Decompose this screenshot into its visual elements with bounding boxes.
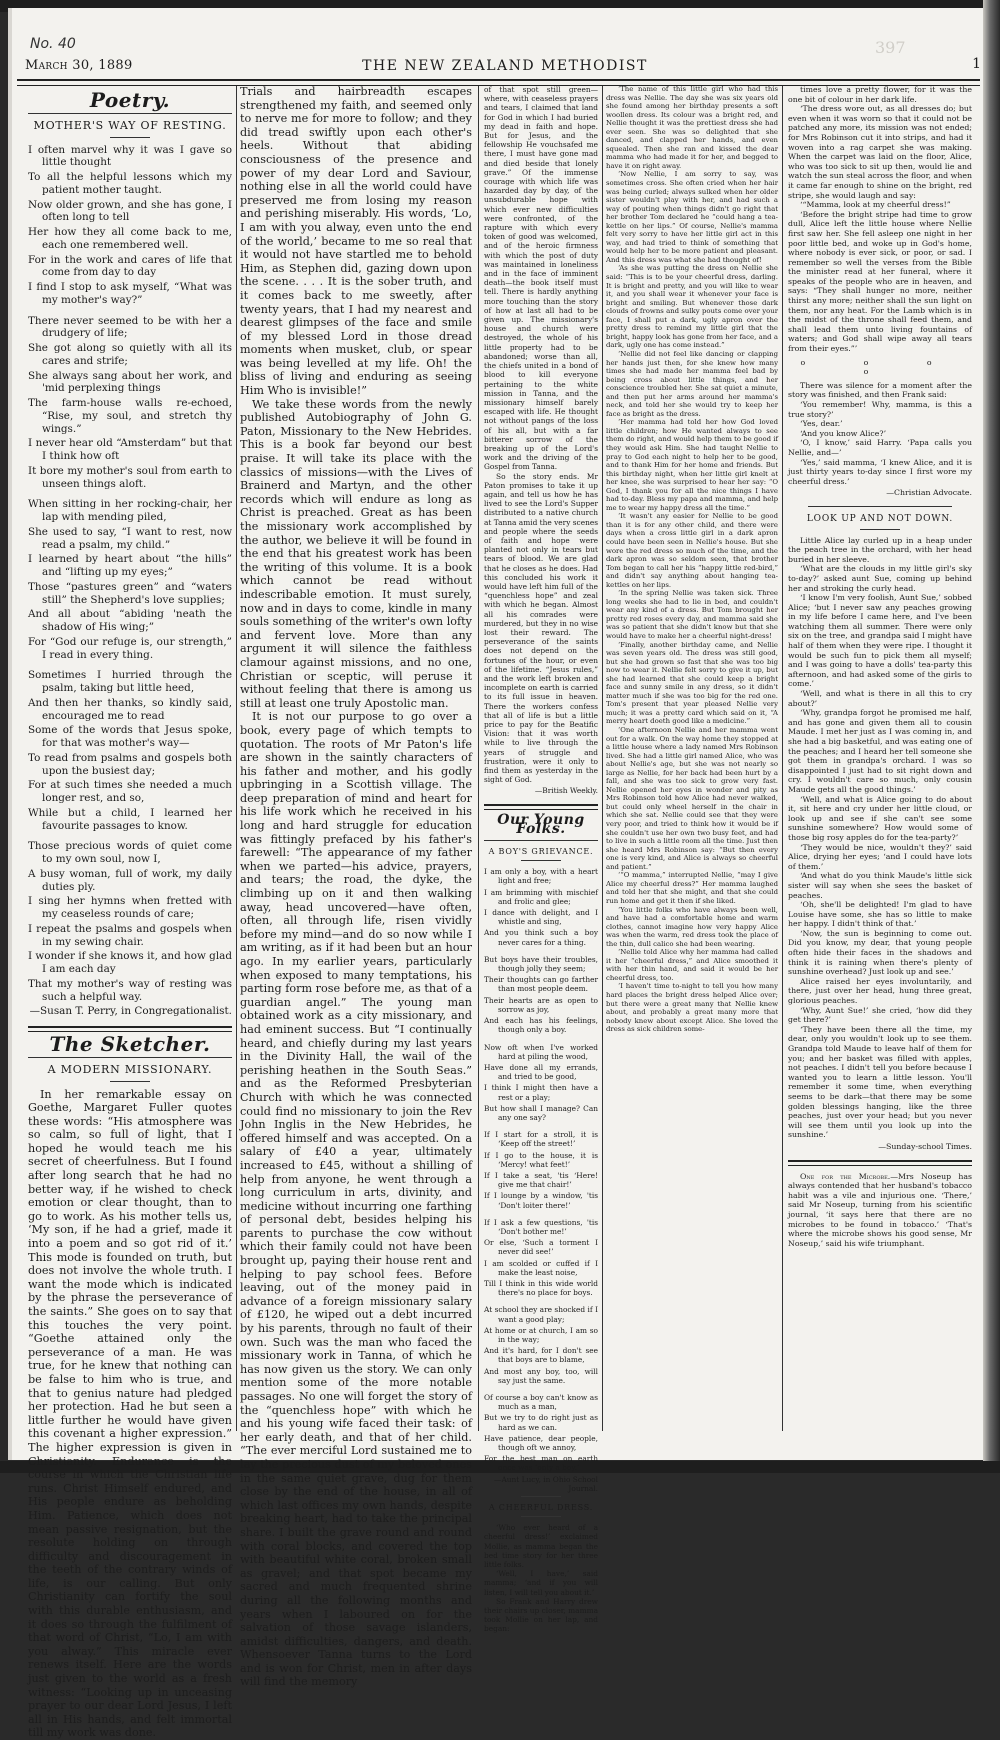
divider xyxy=(521,1516,561,1517)
section-divider xyxy=(788,1160,972,1166)
poem-line: But boys have their troubles, though jolly they seem; xyxy=(498,955,598,973)
story-paragraph: ‘Well, and what is Alice going to do about it, sit here and cry under her little cloud, or look up and see if she can't see some sunshine somewhere? How would some of those big rosy apples do for the tea-party?’ xyxy=(788,795,972,843)
poem-line: I think I might then have a rest or a play; xyxy=(498,1083,598,1101)
story-paragraph: ‘Yes,’ said mamma, ‘I knew Alice, and it is just thirty years to-day since I first wore my cheerful dress.’ xyxy=(788,458,972,487)
divider xyxy=(110,137,150,138)
story-paragraph: ‘And you know Alice?’ xyxy=(788,429,972,439)
story-paragraph: ‘Oh, she'll be delighted! I'm glad to have Louise have some, she has so little to make her happy. I didn't think of that.’ xyxy=(788,900,972,929)
story-paragraph: ‘What are the clouds in my little girl's sky to-day?’ asked aunt Sue, coming up behind her and stroking the curly head. xyxy=(788,564,972,593)
story-paragraph: So Frank and Harry drew their chairs up closer, mamma took Mollie on her lap, and began: xyxy=(484,1597,598,1634)
divider xyxy=(28,1057,232,1058)
story-paragraph: ‘“Mamma, look at my cheerful dress!” xyxy=(788,200,972,210)
poem-body xyxy=(484,867,598,1472)
story-title: A CHEERFUL DRESS. xyxy=(484,1503,598,1512)
poem-attribution: —Susan T. Perry, in Congregationalist. xyxy=(28,1005,232,1018)
microbe-text: —Mrs Noseup has always contended that her husband's tobacco habit was a vile and injurious one. ‘There,’ said Mr Noseup, turning from his scientific journal, ‘it says here that there are no microbes to be found in tobacco.’ ‘That's where the microbe shows his good sense, Mr Noseup,’ said his wife triumphant. xyxy=(788,1172,972,1248)
column-2 xyxy=(240,85,472,1689)
poem-line: If I lounge by a window, 'tis ‘Don't loiter there!’ xyxy=(498,1191,598,1209)
story-paragraph: ‘Yes, dear.’ xyxy=(788,419,972,429)
story-paragraph: times love a pretty flower, for it was the one bit of colour in her dark life. xyxy=(788,85,972,104)
poem-line: If I go to the house, it is ‘Mercy! what feet!’ xyxy=(498,1151,598,1169)
story-paragraph: ‘One afternoon Nellie and her mamma went out for a walk. On the way home they stopped at a little house where a lady named Mrs Robinson lived. She had a little girl named Alice, who was about Nellie's age, but she was not nearly so large as Nellie, for her back had been hurt by a fall, and she was too sick to grow very fast. Nellie opened her eyes in wonder and pity as Mrs Robinson told how Alice had never walked, but could only wheel herself in the chair in which she sat. Nellie could see that they were very poor, and tried to think how it would be if she couldn't use her own two busy feet, and had to live in such a little room all the time. Just then she heard Mrs Robinson say: “But then every one is very kind, and Alice is always so cheerful and patient.” xyxy=(606,726,778,871)
poem-line: If I ask a few questions, 'tis ‘Don't bother me!’ xyxy=(498,1218,598,1236)
column-3 xyxy=(484,85,598,1634)
poem-line: And each has his feelings, though only a boy. xyxy=(498,1016,598,1034)
young-folks-heading: Our Young Folks. xyxy=(484,816,598,834)
article-paragraph: We take these words from the newly published Autobiography of John G. Paton, Missionary to the New Hebrides. This is a book far beyond our best praise. It will take its place with the classics of missions—with the Lives of Brainerd and Martyn, and the other records which will endure as long as Christ is preached. Great as has been the missionary work accomplished by the author, we believe it will be found in the end that his greatest work has been the writing of this volume. It is a book which cannot be read without indescribable emotion. It must surely, now and in days to come, kindle in many souls something of the writer's own lofty and fervent love. More than any argument it will silence the faithless clamour against missions, and no one, Christian or sceptic, will peruse it without feeling that there is among us still at least one truly Apostolic man. xyxy=(240,398,472,711)
poem-line: Their hearts are as open to sorrow as joy, xyxy=(498,996,598,1014)
story-paragraph: ‘Before the bright stripe had time to grow dull, Alice left the little house where Nellie first saw her. She fell asleep one night in her poor little bed, and woke up in God's home, where nobody is ever sick, or poor, or sad. I remember so well the verses from the Bible the minister read at her funeral, where it speaks of the people who are in heaven, and says: “They shall hunger no more, neither thirst any more; neither shall the sun light on them, nor any heat. For the Lamb which is in the midst of the throne shall feed them, and shall lead them unto living fountains of waters; and God shall wipe away all tears from their eyes.”’ xyxy=(788,210,972,354)
story-paragraph: ‘I know I'm very foolish, Aunt Sue,’ sobbed Alice; ‘but I never saw any peaches growing in my life before I came here, and I've been watching them all summer. There were only six on the tree, and grandpa said I might have half of them when they were ripe. I thought it would be such fun to pick them all myself; and I was going to have a dolls' tea-party this afternoon, and had asked some of the girls to come.’ xyxy=(788,593,972,689)
story-paragraph: ‘They have been there all the time, my dear, only you wouldn't look up to see them. Grandpa told Maude to leave half of them for you; and her basket was filled with apples, not peaches. I didn't tell you before because I wanted you to learn a little lesson. You'll remember it some time, when everything seems to be dark—that there may be some golden blessings hanging, like the three peaches, just over your head; but you never will see them until you look up into the sunshine.’ xyxy=(788,1025,972,1140)
story-paragraph: ‘Why, Aunt Sue!’ she cried, ‘how did they get there?’ xyxy=(788,1006,972,1025)
faint-page-stamp: 397 xyxy=(875,38,906,57)
poem-line: I dance with delight, and I whistle and sing, xyxy=(498,908,598,926)
poem-line: I wonder if she knows it, and how glad I am each day xyxy=(42,950,232,976)
article-title: A MODERN MISSIONARY. xyxy=(28,1064,232,1077)
poem-line: Have done all my errands, and tried to be good, xyxy=(498,1063,598,1081)
poem-line: Sometimes I hurried through the psalm, taking but little heed, xyxy=(42,669,232,695)
story-source: —Christian Advocate. xyxy=(788,488,972,498)
poem-line: That my mother's way of resting was such a helpful way. xyxy=(42,978,232,1004)
story-paragraph: ‘They would be nice, wouldn't they?’ said Alice, drying her eyes; ‘and I could have lots of them.’ xyxy=(788,843,972,872)
poem-title: MOTHER'S WAY OF RESTING. xyxy=(28,120,232,133)
divider xyxy=(521,860,561,861)
story-paragraph: ‘And what do you think Maude's little sick sister will say when she sees the basket of peaches. xyxy=(788,871,972,900)
poem-line: I am only a boy, with a heart light and free; xyxy=(498,867,598,885)
column-1 xyxy=(28,88,232,1740)
story-paragraph: There was silence for a moment after the story was finished, and then Frank said: xyxy=(788,381,972,400)
poem-line: Her how they all come back to me, each one remembered well. xyxy=(42,226,232,252)
poem-line: If I take a seat, 'tis ‘Here! give me that chair!’ xyxy=(498,1171,598,1189)
story-paragraph: ‘Nellie did not feel like dancing or clapping her hands just then, for she knew how many times she had made her mamma feel bad by being cross about little things, and her conscience troubled her. She sat quiet a minute, and then put her arms around her mamma's neck, and told her she would try to keep her face as bright as the dress. xyxy=(606,350,778,418)
column-5 xyxy=(788,85,972,1248)
poem-line: Now older grown, and she has gone, I often long to tell xyxy=(42,199,232,225)
poetry-section-heading: Poetry. xyxy=(28,94,232,107)
poem-line: While but a child, I learned her favourite passages to know. xyxy=(42,807,232,833)
poem-line: I am scolded or cuffed if I make the least noise, xyxy=(498,1259,598,1277)
story-paragraph: ‘Who ever heard of a cheerful dress!’ exclaimed Mollie, as mamma began the bed time story for her three little folks. xyxy=(484,1523,598,1569)
microbe-item xyxy=(788,1172,972,1249)
column-4 xyxy=(606,85,778,1034)
poem-line: The farm-house walls re-echoed, “Rise, my soul, and stretch thy wings.” xyxy=(42,397,232,435)
poem-line: Till I think in this wide world there's no place for boys. xyxy=(498,1279,598,1297)
article-source: —British Weekly. xyxy=(484,786,598,795)
poem-line: It bore my mother's soul from earth to unseen things aloft. xyxy=(42,465,232,491)
sketcher-section-heading: The Sketcher. xyxy=(28,1038,232,1051)
article-paragraph: of that spot still green—where, with ceaseless prayers and tears, I claimed that land for God in which I had buried my dead in faith and hope. But for Jesus, and the fellowship He vouchsafed me there, I must have gone mad and died beside that lonely grave.” Of the immense courage with which life was hazarded day by day, of the unsubdurable hope with which ever new difficulties were confronted, of the rapture with which every token of good was welcomed, and of the heroic firmness with which the post of duty was maintained in loneliness and in the face of imminent death—the book itself must tell. There is hardly anything more touching than the story of how at last all had to be given up. The missionary's house and church were destroyed, the whole of his little property had to be abandoned; worse than all, the chiefs united in a bond of blood to kill everyone pertaining to the white mission in Tanna, and the missionary himself barely escaped with life. He thought not without pangs of the loss of his all, but with a far bitterer sorrow of the breaking up of the Lord's work and the driving of the Gospel from Tanna. xyxy=(484,85,598,472)
poem-line: Those precious words of quiet come to my own soul, now I, xyxy=(42,840,232,866)
poem-line: She used to say, “I want to rest, now read a psalm, my child.” xyxy=(42,526,232,552)
divider xyxy=(521,1496,561,1497)
article-paragraph: Trials and hairbreadth escapes strengthened my faith, and seemed only to nerve me for more to follow; and they did tread swiftly upon each other's heels. Without that abiding consciousness of the presence and power of my dear Lord and Saviour, nothing else in all the world could have preserved me from losing my reason and perishing miserably. His words, ‘Lo, I am with you alway, even unto the end of the world,’ became to me so real that it would not have startled me to behold Him, as Stephen did, gazing down upon the scene. . . . It is the sober truth, and it comes back to me sweetly, after twenty years, that I had my nearest and dearest glimpses of the face and smile of my blessed Lord in those dread moments when musket, club, or spear was being levelled at my life. Oh! the bliss of living and enduring as seeing Him Who is invisible!” xyxy=(240,85,472,398)
story-paragraph: ‘Why, grandpa forgot he promised me half, and has gone and given them all to cousin Maude. I met her just as I was coming in, and she had a big basketful, and was eating one of the peaches; and I heard her tell someone she got them in grandpa's orchard. I was so disappointed I just had to sit right down and cry. I wouldn't care so much, only cousin Maude gets all the good things.’ xyxy=(788,708,972,794)
poem-line: For at such times she needed a much longer rest, and so, xyxy=(42,779,232,805)
story-paragraph: ‘You remember! Why, mamma, is this a true story?’ xyxy=(788,400,972,419)
story-paragraph: ‘“O mamma,” interrupted Nellie, “may I give Alice my cheerful dress?” Her mamma laughed and told her that she might, and that she could run home and get it then if she liked. xyxy=(606,871,778,905)
poem-line: I find I stop to ask myself, “What was my mother's way?” xyxy=(42,281,232,307)
poem-line: And it's hard, for I don't see that boys are to blame, xyxy=(498,1346,598,1364)
story-paragraph: ‘Now Nellie, I am sorry to say, was sometimes cross. She often cried when her hair was being curled; always sulked when her older sister wouldn't play with her, and had such a way of pouting when things didn't go right that her brother Tom declared he “could hang a tea-kettle on her lips.” Of course, Nellie's mamma felt very sorry to have her little girl act in this way, and had tried to think of something that would help her to be more patient and pleasant. And this dress was what she had thought of! xyxy=(606,170,778,264)
column-rule xyxy=(782,86,783,1431)
poem-line: I am brimming with mischief and frolic and glee; xyxy=(498,888,598,906)
story-paragraph: Little Alice lay curled up in a heap under the peach tree in the orchard, with her head buried in her sleeve. xyxy=(788,536,972,565)
poem-line: For the best man on earth once was ‘only a boy.’ xyxy=(498,1454,598,1472)
article-paragraph: In her remarkable essay on Goethe, Margaret Fuller quotes these words: “His atmosphere was so calm, so full of light, that I hoped he would teach me his secret of cheerfulness. But I found after long search that he had no better way, if he wished to check emotion or clear thought, than to go to work. As his mother tells us, ‘My son, if he had a grief, made it into a poem and so got rid of it.’ This mode is founded on truth, but does not involve the whole truth. I want the mode which is indicated by the phrase the perseverance of the saints.” She goes on to say that this touches the very point. “Goethe attained only the perseverance of a man. He was true, for he knew that nothing can be false to him who is true, and that to genius nature had pledged her protection. Had he but seen a little further he would have given this covenant a higher expression.” The higher expression is given in Christianity. Endurance is the course in which the Christian life runs. Christ Himself endured, and His people endure as beholding Him. Patience, which does not mean passive resignation, but the resolute holding on through difficulty and discouragement in the teeth of the contrary winds of life, is our calling. But only Christianity can fortify the soul with this durable enthusiasm, and it does so through the fulfilment of that word of Christ, “Lo, I am with you alway.” This miracle ever renews itself. Here are the words just given to the world as a fresh witness: “Looking up in unceasing prayer to our dear Lord Jesus, I left all in His hands, and felt immortal till my work was done. xyxy=(28,1088,232,1740)
poem-line: Have patience, dear people, though oft we annoy, xyxy=(498,1434,598,1452)
section-divider xyxy=(484,804,598,810)
poem-line: I repeat the psalms and gospels when in my sewing chair. xyxy=(42,923,232,949)
poem-line: Those “pastures green” and “waters still” the Shepherd's love supplies; xyxy=(42,581,232,607)
column-rule xyxy=(478,86,479,1431)
poem-line: When sitting in her rocking-chair, her lap with mending piled, xyxy=(42,498,232,524)
divider xyxy=(28,113,232,114)
poem-line: Their thoughts can go farther than most people deem. xyxy=(498,975,598,993)
poem-attribution: —Aunt Lucy, in Ohio School Journal. xyxy=(484,1475,598,1493)
poem-line: If I start for a stroll, it is ‘Keep off the street!’ xyxy=(498,1130,598,1148)
handwritten-issue-number: No. 40 xyxy=(30,36,76,52)
poem-line: I often marvel why it was I gave so little thought xyxy=(42,144,232,170)
scan-right-edge xyxy=(983,0,1000,1473)
story-paragraph: ‘O, I know,’ said Harry. ‘Papa calls you Nellie, and—’ xyxy=(788,438,972,457)
poem-line: She got along so quietly with all its cares and strife; xyxy=(42,342,232,368)
poem-title: A BOY'S GRIEVANCE. xyxy=(484,847,598,856)
microbe-lead: One for the Microbe. xyxy=(800,1172,890,1181)
column-rule xyxy=(236,86,237,1431)
poem-line: For in the work and cares of life that come from day to day xyxy=(42,254,232,280)
story-paragraph: ‘Finally, another birthday came, and Nellie was seven years old. The dress was still good, but she had grown so fast that she was too big now to wear it. Nellie felt sorry to give it up, but she had learned that she could keep a bright face and sunny smile in any dress, so it didn't matter much if she was too big for the red one. Tom's present that year pleased Nellie very much; it was a pretty card which said on it, “A merry heart doeth good like a medicine.” xyxy=(606,641,778,726)
story-paragraph: ‘I haven't time to-night to tell you how many hard places the bright dress helped Alice over; but there were a great many that Nellie knew about, and probably a great many more that nobody knew about except Alice. She loved the dress as sick children some- xyxy=(606,982,778,1033)
article-source: —Sunday-school Times. xyxy=(788,1142,972,1152)
story-paragraph: ‘Well, and what is there in all this to cry about?’ xyxy=(788,689,972,708)
poem-line: And then her thanks, so kindly said, encouraged me to read xyxy=(42,697,232,723)
poem-line: And most any boy, too, will say just the same. xyxy=(498,1367,598,1385)
section-break-dots: o o o o xyxy=(788,358,972,377)
story-paragraph: ‘In the spring Nellie was taken sick. Three long weeks she had to lie in bed, and couldn't wear any kind of a dress. But Tom brought her pretty red roses every day, and mamma said she was so patient that she didn't know but that she would have to make her a cheerful night-dress! xyxy=(606,589,778,640)
divider xyxy=(860,529,900,530)
story-paragraph: ‘Nellie told Alice why her mamma had called it her “cheerful dress,” and Alice smoothed it with her thin hand, and said it would be her cheerful dress, too. xyxy=(606,948,778,982)
poem-line: Some of the words that Jesus spoke, for that was mother's way— xyxy=(42,724,232,750)
article-title: LOOK UP AND NOT DOWN. xyxy=(788,515,972,525)
poem-line: But how shall I manage? Can any one say? xyxy=(498,1104,598,1122)
poem-line: To read from psalms and gospels both upon the busiest day; xyxy=(42,752,232,778)
article-paragraph: It is not our purpose to go over a book, every page of which tempts to quotation. The roots of Mr Paton's life are shown in the saintly characters of his father and mother, and his godly upbringing in a Scottish village. The deep preparation of mind and heart for his life work which he received in his long and hard struggle for education was fittingly prefaced by his father's farewell: “The appearance of my father when we parted—his advice, prayers, and tears; the road, the dyke, the climbing up on it and then walking away, head uncovered—have often, often, all through life, risen vividly before my mind—and do so now while I am writing, as if it had been but an hour ago. In my earlier years, particularly when exposed to many temptations, his parting form rose before me, as that of a guardian angel.” The young man obtained work as a city missionary, and had eminent success. But “I continually heard, and chiefly during my last years in the Divinity Hall, the wail of the perishing heathen in the South Seas.” and as the Reformed Presbyterian Church with which he was connected could find no missionary to join the Rev John Inglis in the New Hebrides, he offered himself and was accepted. On a salary of £40 a year, ultimately increased to £45, without a shilling of help from anyone, he went through a long curriculum in arts, divinity, and medicine without incurring one farthing of personal debt, besides helping his parents to purchase the cow without which their family could not have been brought up, paying their house rent and helping to pay school fees. Before leaving, out of the money paid in advance of a foreign missionary salary of £120, he wiped out a debt incurred by his parents, through no fault of their own. Such was the man who faced the missionary work in Tanna, of which he has now given us the story. We can only mention some of the more notable passages. No one will forget the story of the “quenchless hope” with which he and his young wife faced their task: of her early death, and that of her child. “The ever merciful Lord sustained me to lay the precious dust of my beloved ones in the same quiet grave, dug for them close by the end of the house, in all of which last offices my own hands, despite breaking heart, had to take the principal share. I built the grave round and round with coral blocks, and covered the top with beautiful white coral, broken small as gravel; and that spot became my sacred and much frequented shrine during all the following months and years when I laboured on for the salvation of those savage islanders, amidst difficulties, dangers, and death. Whensoever Tanna turns to the Lord and is won for Christ, men in after days will find the memory xyxy=(240,710,472,1689)
story-paragraph: Alice raised her eyes involuntarily, and there, just over her head, hung three great, glorious peaches. xyxy=(788,977,972,1006)
poem-line: She always sang about her work, and 'mid perplexing things xyxy=(42,370,232,396)
divider xyxy=(484,840,598,841)
poem-line: I learned by heart about “the hills” and “lifting up my eyes;” xyxy=(42,553,232,579)
story-paragraph: ‘Well, I have,’ said mamma; ‘and if you will listen, I will tell you about it.’ xyxy=(484,1569,598,1597)
story-paragraph: ‘As she was putting the dress on Nellie she said: “This is to be your cheerful dress, darling. It is bright and pretty, and you will like to wear it, and you shall wear it whenever your face is bright and smiling. But whenever those dark clouds of frowns and sulky pouts come over your face, I shall put a dark, ugly apron over the pretty dress to remind my little girl that the bright, happy look has gone from her face, and a dark, ugly one has come instead.” xyxy=(606,264,778,349)
poem-body xyxy=(28,144,232,1004)
story-paragraph: ‘The dress wore out, as all dresses do; but even when it was worn so that it could not be patched any more, its mission was not ended; for Mrs Robinson cut it into strips, and had it woven into a rag carpet she was making. When the carpet was laid on the floor, Alice, who was too sick to sit up then, would lie and watch the sun steal across the floor, and when it came far enough to shine on the bright, red stripe, she would laugh and say: xyxy=(788,104,972,200)
story-paragraph: ‘Now, the sun is beginning to come out. Did you know, my dear, that young people often hide their faces in the shadows and think it is raining when there's plenty of sunshine overhead? Just look up and see.’ xyxy=(788,929,972,977)
poem-line: To all the helpful lessons which my patient mother taught. xyxy=(42,171,232,197)
poem-line: Of course a boy can't know as much as a man, xyxy=(498,1393,598,1411)
story-paragraph: ‘Her mamma had told her how God loved little children; how He wanted always to see them do right, and would help them to be good if they would ask Him. She had taught Nellie to pray to God each night to help her to be good, and to thank Him for her home and friends. But this birthday night, when her little girl knelt at her knee, she was surprised to hear her say: “O God, I thank you for all the nice things I have had to-day. Bless my papa and mamma, and help me to wear my happy dress all the time.” xyxy=(606,418,778,512)
poem-line: I sing her hymns when fretted with my ceaseless rounds of care; xyxy=(42,895,232,921)
story-paragraph: ‘It wasn't any easier for Nellie to be good than it is for any other child, and there were days when a cross little girl in a dark apron could have been seen in Nellie's house. But she wore the red dress so much of the time, and the dark apron was so seldom seen, that brother Tom began to call her his “happy little red-bird,” and didn't say anything about hanging tea-kettles on her lips. xyxy=(606,512,778,589)
poem-line: Now oft when I've worked hard at piling the wood, xyxy=(498,1043,598,1061)
poem-line: For “God our refuge is, our strength,” I read in every thing. xyxy=(42,636,232,662)
column-rule xyxy=(602,86,603,1431)
story-paragraph: ‘The name of this little girl who had this dress was Nellie. The day she was six years old she found among her birthday presents a soft woollen dress. Its colour was a bright red, and Nellie thought it was the prettiest dress she had ever seen. She was so delighted that she danced, and clapped her hands, and even squealed. Then she ran and kissed the dear mamma who had made it for her, and begged to have it on right away. xyxy=(606,85,778,170)
issue-date: March 30, 1889 xyxy=(25,58,133,73)
poem-line: A busy woman, full of work, my daily duties ply. xyxy=(42,868,232,894)
page-number: 1 xyxy=(972,56,981,72)
divider xyxy=(808,506,952,507)
poem-line: And all about “abiding 'neath the shadow of His wing;” xyxy=(42,608,232,634)
article-paragraph: So the story ends. Mr Paton promises to take it up again, and tell us how he has lived to see the Lord's Supper distributed to a native church at Tanna amid the very scenes and people where the seeds of faith and hope were planted not only in tears but tears of blood. We are glad that he closes as he does. Had this concluded his work it would have left him full of the “quenchless hope” and zeal with which he began. Almost all his comrades were murdered, but they in no wise lost their reward. The perseverance of the saints does not depend on the fortunes of the hour, or even of the lifetime. “Jesus rules,” and the work left broken and incomplete on earth is carried to its full issue in heaven. There the workers confess that all of life is but a little price to pay for the Beatific Vision: that it was worth while to live through the years of struggle and frustration, were it only to find them as yesterday in the sight of God. xyxy=(484,472,598,785)
masthead xyxy=(25,54,985,74)
divider xyxy=(110,1081,150,1082)
newspaper-title: THE NEW ZEALAND METHODIST xyxy=(25,58,985,74)
poem-line: At school they are shocked if I want a good play; xyxy=(498,1305,598,1323)
poem-line: I never hear old “Amsterdam” but that I think how oft xyxy=(42,437,232,463)
poem-line: And you think such a boy never cares for a thing. xyxy=(498,928,598,946)
poem-line: But we try to do right just as hard as we can. xyxy=(498,1413,598,1431)
poem-line: There never seemed to be with her a drudgery of life; xyxy=(42,315,232,341)
poem-line: Or else, ‘Such a torment I never did see!’ xyxy=(498,1238,598,1256)
poem-line: At home or at church, I am so in the way; xyxy=(498,1326,598,1344)
story-paragraph: ‘You little folks who have always been well, and have had a comfortable home and warm clothes, cannot imagine how very happy Alice was when the warm, red dress took the place of the thin, dull calico she had been wearing. xyxy=(606,906,778,949)
